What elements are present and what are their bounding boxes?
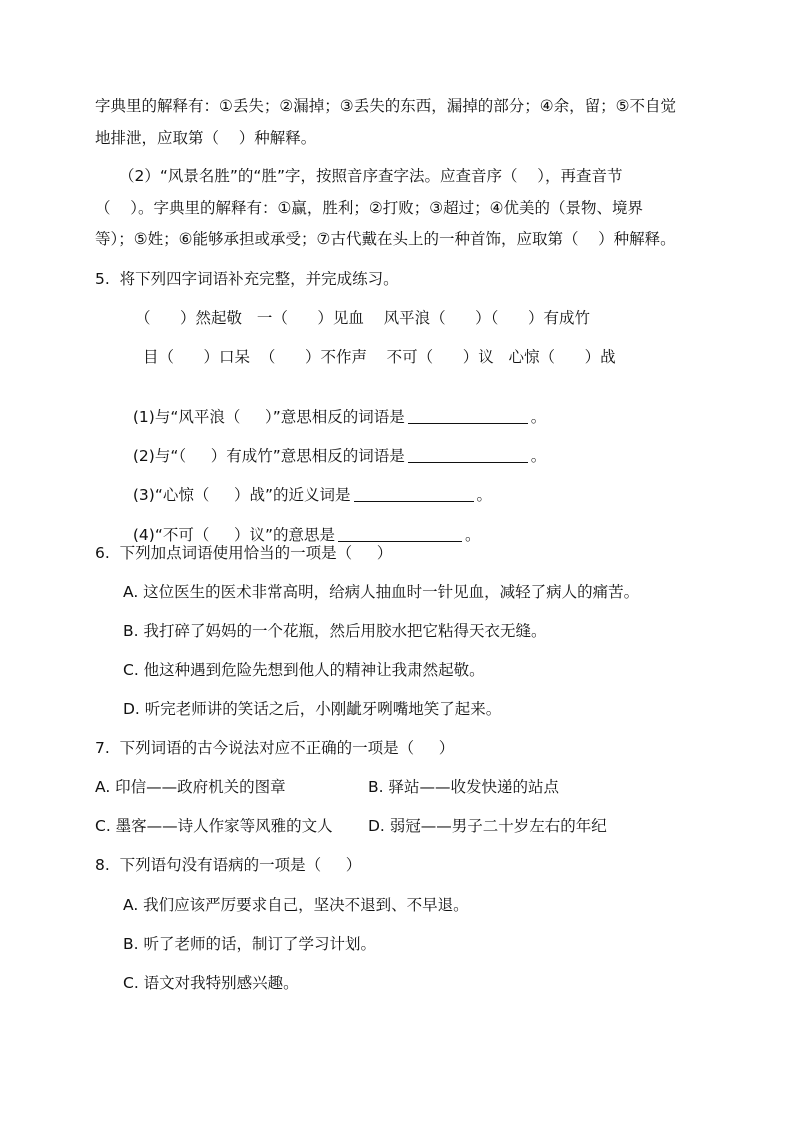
q4-2-line-2: （ ）。字典里的解释有：①赢，胜利；②打败；③超过；④优美的（景物、境界: [95, 199, 644, 217]
q4-explanation-line-2: 地排泄，应取第（ ）种解释。: [95, 129, 317, 147]
q6-option-a: A. 这位医生的医术非常高明，给病人抽血时一针见血，减轻了病人的痛苦。: [123, 583, 640, 601]
q7-option-b: B. 驿站——收发快递的站点: [368, 778, 559, 796]
q6-option-b: B. 我打碎了妈妈的一个花瓶，然后用胶水把它粘得天衣无缝。: [123, 622, 547, 640]
q6-option-c: C. 他这种遇到危险先想到他人的精神让我肃然起敬。: [123, 661, 485, 679]
q5-idiom-row-2: 目（ ）口呆 （ ）不作声 不可（ ）议 心惊（ ）战: [143, 348, 616, 366]
q8-stem: 8. 下列语句没有语病的一项是（ ）: [95, 856, 362, 874]
q7-option-c: C. 墨客——诗人作家等风雅的文人: [95, 817, 333, 835]
q5-sub-3: [123, 465, 492, 505]
q5-sub-2-text: (2)与“（ ）有成竹”意思相反的词语是: [132, 447, 405, 465]
q8-option-b: B. 听了老师的话，制订了学习计划。: [123, 935, 376, 953]
q5-sub-4: [123, 505, 481, 545]
q5-sub-1: [123, 387, 546, 427]
q4-2-line-3: 等）；⑤姓；⑥能够承担或承受；⑦古代戴在头上的一种首饰，应取第（ ）种解释。: [95, 230, 676, 248]
q7-option-d: D. 弱冠——男子二十岁左右的年纪: [368, 817, 607, 835]
q5-stem: 5. 将下列四字词语补充完整，并完成练习。: [95, 270, 399, 288]
q5-sub-4-end: 。: [465, 526, 481, 544]
q5-sub-3-end: 。: [476, 486, 493, 504]
q5-sub-1-answer-blank[interactable]: [408, 409, 528, 424]
q5-sub-3-text: (3)“心惊（ ）战”的近义词是: [132, 486, 351, 504]
q5-sub-2-answer-blank[interactable]: [408, 448, 528, 463]
q5-sub-2-end: 。: [530, 447, 547, 465]
q5-idiom-row-1: （ ）然起敬 一（ ）见血 风平浪（ ）（ ）有成竹: [135, 309, 590, 327]
q5-sub-2: [123, 426, 546, 466]
q5-sub-4-text: (4)“不可（ ）议”的意思是: [132, 526, 336, 544]
q6-option-d: D. 听完老师讲的笑话之后，小刚龇牙咧嘴地笑了起来。: [123, 700, 502, 718]
q5-sub-1-text: (1)与“风平浪（ ）”意思相反的词语是: [132, 408, 405, 426]
q5-sub-3-answer-blank[interactable]: [354, 487, 474, 502]
q8-option-c: C. 语文对我特别感兴趣。: [123, 974, 299, 992]
q5-sub-4-answer-blank[interactable]: [338, 527, 462, 542]
q4-explanation-line-1: 字典里的解释有：①丢失；②漏掉；③丢失的东西，漏掉的部分；④余，留；⑤不自觉: [95, 97, 676, 115]
q7-stem: 7. 下列词语的古今说法对应不正确的一项是（ ）: [95, 739, 455, 757]
q4-2-line-1: （2）“风景名胜”的“胜”字，按照音序查字法。应查音序（ ），再查音节: [119, 167, 623, 185]
q8-option-a: A. 我们应该严厉要求自己，坚决不退到、不早退。: [123, 896, 469, 914]
q5-sub-1-end: 。: [530, 408, 547, 426]
q6-stem: 6. 下列加点词语使用恰当的一项是（ ）: [95, 544, 393, 562]
q7-option-a: A. 印信——政府机关的图章: [95, 778, 286, 796]
